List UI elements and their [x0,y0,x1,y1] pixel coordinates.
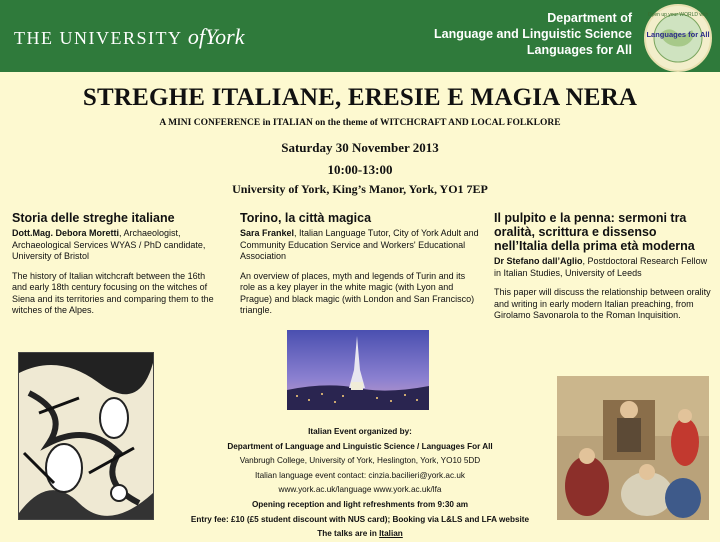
dept-line-1: Department of [547,11,632,25]
talk-title: Torino, la città magica [240,211,372,225]
talk-abstract: This paper will discuss the relationship between orality and writing in early modern Italian preaching, from Girolamo Savonarola to the Roman Inquisition. [494,287,711,320]
department-name [434,10,632,58]
speaker-affiliation: , Postdoctoral Research Fellow in Italian Studies, University of Leeds [494,256,708,278]
event-footer [160,425,560,542]
talk-abstract: The history of Italian witchcraft between the 16th and early 18th century focusing on the witches of Siena and its territories and comparing them to the witches of the Alpes. [12,270,214,315]
turin-skyline-image [287,330,429,410]
talk-2 [240,211,480,317]
organizer-name: Department of Language and Linguistic Science / Languages For All [227,441,493,451]
organizer-address: Vanbrugh College, University of York, Heslington, York, YO10 5DD [239,456,481,466]
languages-for-all-badge[interactable] [644,4,712,72]
website-links[interactable]: www.york.ac.uk/language www.york.ac.uk/lfa [278,485,442,495]
event-time: 10:00-13:00 [327,162,393,177]
talk-3 [494,211,712,322]
talk-title: Storia delle streghe italiane [12,211,175,225]
speaker-name: Dr Stefano dall’Aglio [494,256,583,266]
talk-speaker [494,256,712,279]
dept-line-2: Language and Linguistic Science [434,27,632,41]
event-venue: University of York, King’s Manor, York, YO1 7EP [232,182,488,196]
dept-line-3: Languages for All [526,43,632,57]
event-title: STREGHE ITALIANE, ERESIE E MAGIA NERA [82,84,638,111]
speaker-name: Dott.Mag. Debora Moretti [12,228,119,238]
badge-label: Languages for All [646,30,710,39]
event-subtitle: A MINI CONFERENCE in ITALIAN on the theme of WITCHCRAFT AND LOCAL FOLKLORE [159,118,561,128]
talks-language-prefix: The talks are in [317,529,380,539]
talk-speaker [240,228,480,263]
witches-engraving-image [18,352,154,520]
event-contact[interactable]: Italian language event contact: cinzia.bacilieri@york.ac.uk [255,470,465,480]
university-logo[interactable] [14,24,244,50]
talk-title: Il pulpito e la penna: sermoni tra oralità, scrittura e dissenso nell’Italia della prima età moderna [494,211,695,253]
talk-speaker [12,228,220,263]
logo-main-text: THE UNIVERSITY [14,28,182,48]
entry-fee-info: Entry fee: £10 (£5 student discount with NUS card); Booking via L&LS and LFA website [190,514,530,524]
logo-york-text: York [204,24,245,49]
speaker-affiliation: , Archaeologist, Archaeological Services WYAS / PhD candidate, University of Bristol [12,228,206,261]
header-banner [0,0,720,72]
event-date: Saturday 30 November 2013 [281,140,439,155]
talks-language-value: Italian [379,529,403,539]
preaching-painting-image [557,376,709,520]
talk-1 [12,211,220,317]
organized-by-label: Italian Event organized by: [308,427,412,436]
logo-of-text: of [187,24,205,49]
reception-info: Opening reception and light refreshments from 9:30 am [251,499,469,509]
badge-ring-text: Open up your WORLD with [647,12,709,18]
speaker-affiliation: , Italian Language Tutor, City of York Adult and Community Education Service and Workers' Educational Association [240,228,479,261]
talk-abstract: An overview of places, myth and legends of Turin and its role as a key player in the white magic (with Lyon and Prague) and black magic (with London and San Francisco) triangle. [240,270,475,315]
speaker-name: Sara Frankel [240,228,295,238]
